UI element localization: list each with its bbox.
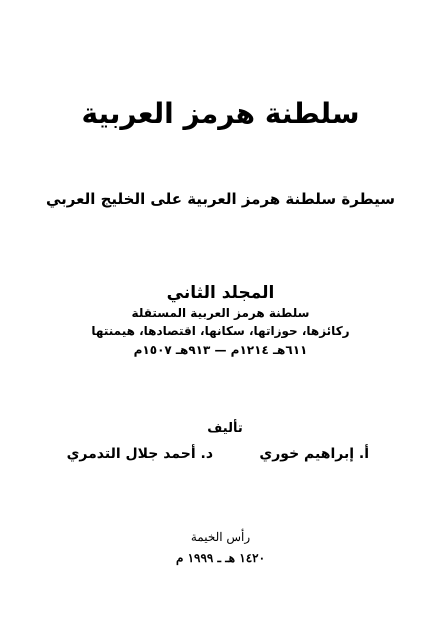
authorship-label: تأليف <box>207 421 243 436</box>
volume-topics: ركائزها، حوزاتها، سكانها، اقتصادها، هيمنتها <box>91 324 350 338</box>
author-ibrahim-khoury: أ. إبراهيم خوري <box>259 446 369 462</box>
publication-place: رأس الخيمة <box>190 530 251 544</box>
author-ahmad-jalal-tadmuri: د. أحمد جلال التدمري <box>66 446 213 462</box>
publication-date: ١٤٢٠ هـ ـ ١٩٩٩ م <box>175 551 266 565</box>
volume-date-range: ٦١١هـ ١٢١٤م — ٩١٣هـ ١٥٠٧م <box>133 343 308 357</box>
volume-title: المجلد الثاني <box>166 283 275 303</box>
book-subtitle: سيطرة سلطنة هرمز العربية على الخليج العربي <box>45 190 396 209</box>
book-title: سلطنة هرمز العربية <box>81 96 360 130</box>
volume-subtitle: سلطنة هرمز العربية المستقلة <box>131 306 310 320</box>
